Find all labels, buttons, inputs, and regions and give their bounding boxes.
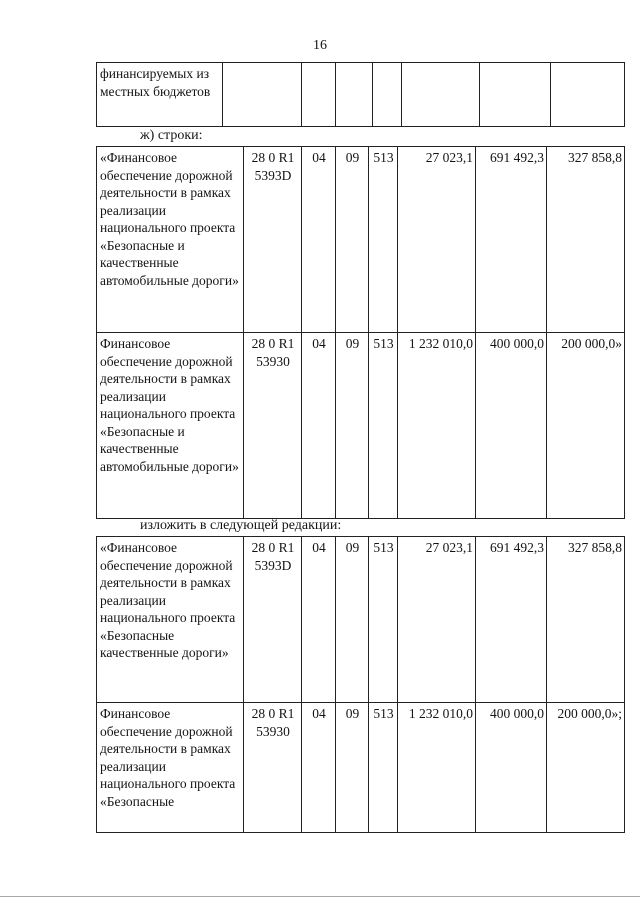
table-old-rows	[96, 146, 625, 519]
row-amount-2: 400 000,0	[476, 333, 547, 519]
row-subsection: 09	[336, 537, 369, 703]
row-subsection: 09	[336, 703, 369, 833]
row-section: 04	[302, 147, 336, 333]
row-amount-3: 200 000,0»;	[547, 703, 625, 833]
table-row	[97, 63, 625, 127]
row-name: Финансовое обеспечение дорожной деятельности в рамках реализации национального проекта «Безопасные	[97, 703, 244, 833]
row-code: 28 0 R1 53930	[244, 703, 302, 833]
row-amount-1: 1 232 010,0	[398, 333, 476, 519]
row-amount-3: 327 858,8	[547, 147, 625, 333]
row-amount-1: 27 023,1	[398, 537, 476, 703]
row-amount-3: 327 858,8	[547, 537, 625, 703]
row-subsection: 09	[336, 333, 369, 519]
page-bottom-rule	[0, 896, 640, 897]
row-section: 04	[302, 537, 336, 703]
table-row	[97, 333, 625, 519]
row-subsection: 09	[336, 147, 369, 333]
row-amount-3: 200 000,0»	[547, 333, 625, 519]
table-new-rows	[96, 536, 625, 833]
row-code: 28 0 R1 5393D	[244, 537, 302, 703]
row-amount-1: 27 023,1	[398, 147, 476, 333]
row-name: Финансовое обеспечение дорожной деятельности в рамках реализации национального проекта «Безопасные и качественные автомобильные дороги»	[97, 333, 244, 519]
row-amount-2: 691 492,3	[476, 537, 547, 703]
row-expense-type: 513	[369, 703, 398, 833]
caption-new-rows: изложить в следующей редакции:	[140, 518, 342, 533]
table-row	[97, 537, 625, 703]
table-row	[97, 147, 625, 333]
row-name: финансируемых из местных бюджетов	[97, 63, 223, 127]
caption-old-rows: ж) строки:	[140, 128, 203, 143]
row-expense-type: 513	[369, 333, 398, 519]
row-amount-2: 400 000,0	[476, 703, 547, 833]
row-amount-1: 1 232 010,0	[398, 703, 476, 833]
table-continuation	[96, 62, 625, 127]
row-name: «Финансовое обеспечение дорожной деятельности в рамках реализации национального проекта «Безопасные и качественные автомобильные дороги»	[97, 147, 244, 333]
row-expense-type: 513	[369, 147, 398, 333]
row-code: 28 0 R1 53930	[244, 333, 302, 519]
row-amount-2: 691 492,3	[476, 147, 547, 333]
row-expense-type: 513	[369, 537, 398, 703]
row-code: 28 0 R1 5393D	[244, 147, 302, 333]
row-name: «Финансовое обеспечение дорожной деятельности в рамках реализации национального проекта «Безопасные качественные дороги»	[97, 537, 244, 703]
row-section: 04	[302, 703, 336, 833]
table-row	[97, 703, 625, 833]
row-section: 04	[302, 333, 336, 519]
page-number: 16	[313, 38, 327, 53]
